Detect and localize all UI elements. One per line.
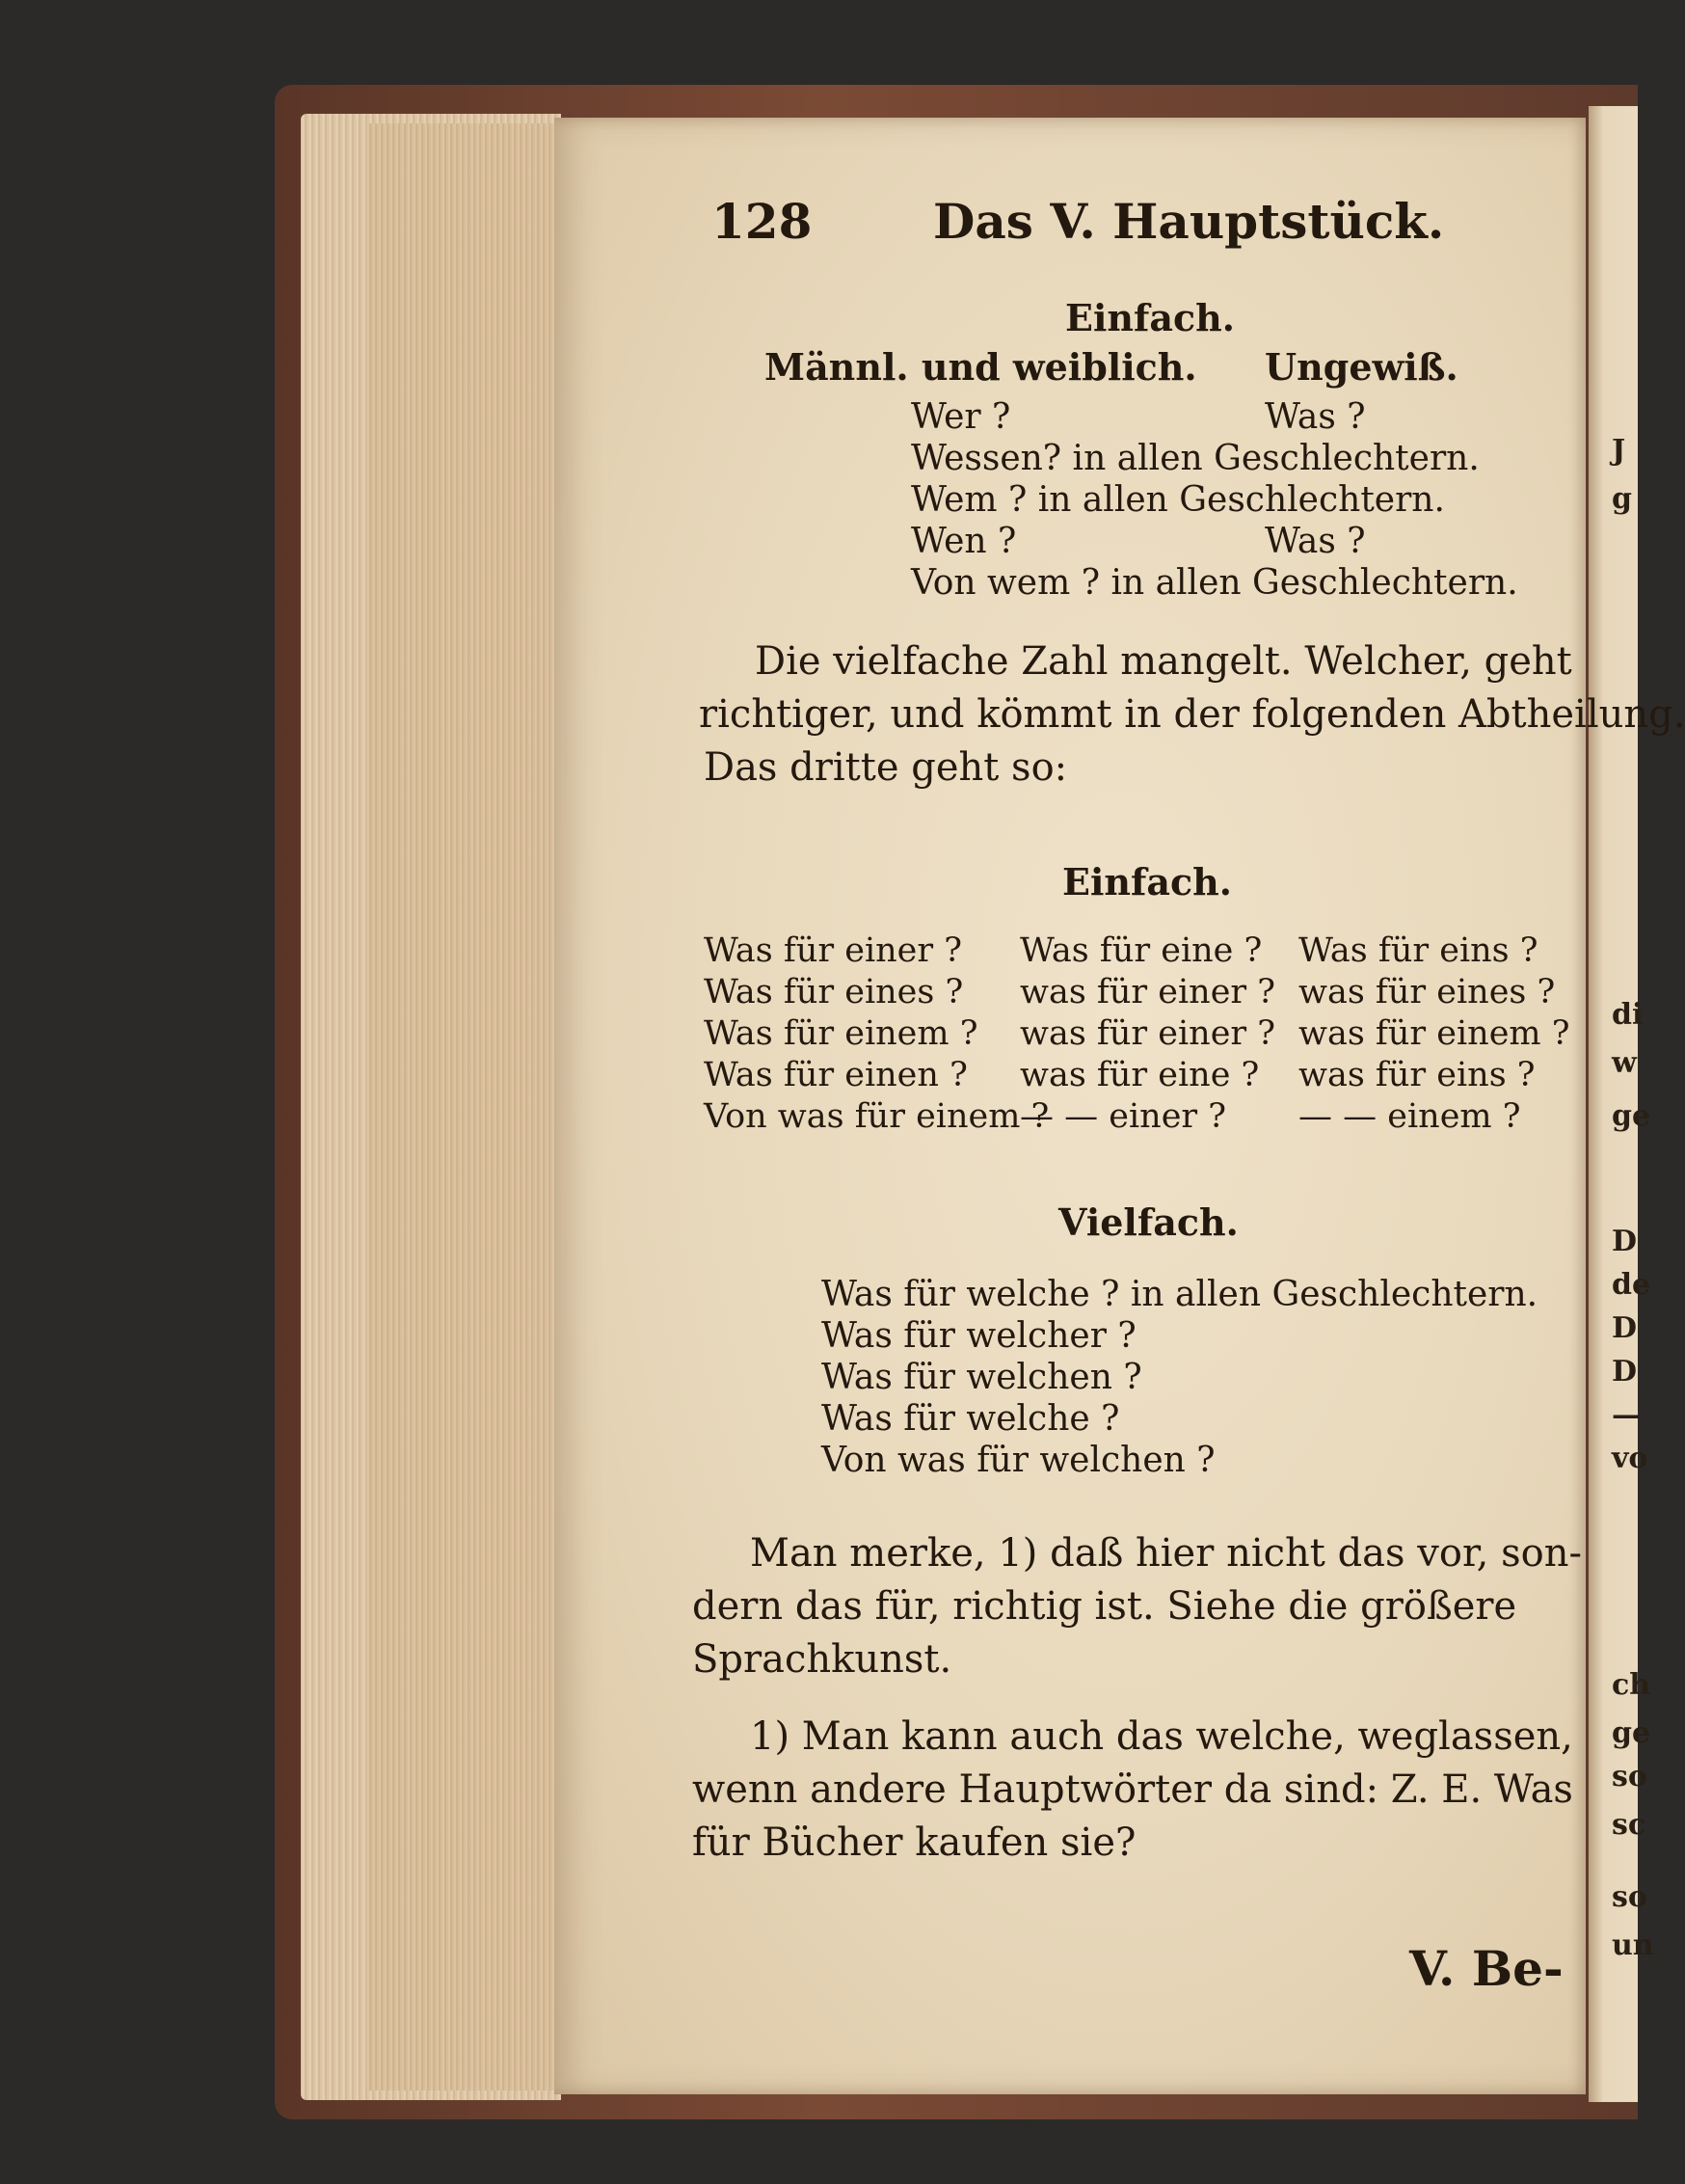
facing-page-edge	[1589, 106, 1654, 2102]
page-number: 128	[711, 193, 813, 250]
list-item: Was für welche ?	[821, 1399, 1120, 1439]
facing-page-fragment: sc	[1612, 1808, 1646, 1842]
table-cell: Was für eine ?	[1020, 931, 1263, 970]
table-cell: was für eines ?	[1298, 973, 1556, 1011]
list-item: Was für welcher ?	[821, 1316, 1137, 1356]
facing-page-fragment: —	[1612, 1398, 1641, 1432]
table-cell: Wem ? in allen Geschlechtern.	[911, 480, 1445, 520]
running-title: Das V. Hauptstück.	[933, 193, 1445, 250]
facing-page-fragment: de	[1612, 1268, 1651, 1302]
section-heading: Vielfach.	[1058, 1200, 1239, 1244]
table-cell: Was ?	[1265, 397, 1366, 437]
table-cell: was für einer ?	[1020, 1014, 1276, 1053]
table-cell: Was für einen ?	[704, 1056, 968, 1094]
footnote-line: 1) Man kann auch das welche, weglassen,	[750, 1714, 1573, 1759]
column-header-neuter: Ungewiß.	[1265, 345, 1458, 389]
facing-page-fragment: ge	[1612, 1716, 1651, 1750]
facing-page-fragment: D	[1612, 1225, 1638, 1258]
table-cell: was für eine ?	[1020, 1056, 1260, 1094]
table-cell: — — einer ?	[1020, 1097, 1227, 1136]
facing-page-fragment: w	[1612, 1046, 1637, 1080]
section-heading: Einfach.	[1062, 860, 1232, 903]
table-cell: was für einer ?	[1020, 973, 1276, 1011]
table-cell: Von was für einem ?	[704, 1097, 1050, 1136]
paragraph-line: richtiger, und kömmt in der folgenden Abtheilung.	[699, 692, 1685, 737]
facing-page-fragment: so	[1612, 1880, 1647, 1914]
facing-page-fragment: J	[1612, 434, 1626, 468]
table-cell: was für einem ?	[1298, 1014, 1570, 1053]
table-cell: Von wem ? in allen Geschlechtern.	[911, 563, 1518, 603]
table-cell: Wer ?	[911, 397, 1011, 437]
paragraph-line: dern das für, richtig ist. Siehe die größere	[692, 1584, 1517, 1629]
facing-page-fragment: di	[1612, 998, 1644, 1032]
paragraph-line: Sprachkunst.	[692, 1637, 952, 1682]
paragraph-line: Das dritte geht so:	[704, 745, 1068, 790]
list-item: Was für welche ? in allen Geschlechtern.	[821, 1275, 1538, 1314]
table-cell: was für eins ?	[1298, 1056, 1536, 1094]
catchword: V. Be-	[1409, 1940, 1564, 1997]
facing-page-fragment: vo	[1612, 1442, 1648, 1475]
facing-page-fragment: ge	[1612, 1099, 1651, 1133]
facing-page-fragment: ch	[1612, 1668, 1651, 1702]
table-cell: Was für einer ?	[704, 931, 963, 970]
facing-page-fragment: D	[1612, 1311, 1638, 1345]
table-cell: Wessen? in allen Geschlechtern.	[911, 439, 1480, 478]
page-edges-inner	[366, 123, 569, 2090]
facing-page-fragment: un	[1612, 1928, 1654, 1962]
list-item: Von was für welchen ?	[821, 1441, 1216, 1480]
facing-page-fragment: g	[1612, 482, 1632, 516]
section-heading: Einfach.	[1065, 296, 1235, 339]
footnote-line: für Bücher kaufen sie?	[692, 1820, 1137, 1865]
footnote-line: wenn andere Hauptwörter da sind: Z. E. Was	[692, 1767, 1573, 1812]
paragraph-line: Die vielfache Zahl mangelt. Welcher, geht	[755, 639, 1572, 684]
table-cell: Was für einem ?	[704, 1014, 978, 1053]
table-cell: Was für eines ?	[704, 973, 964, 1011]
list-item: Was für welchen ?	[821, 1358, 1142, 1397]
facing-page-fragment: D	[1612, 1355, 1638, 1389]
table-cell: Wen ?	[911, 522, 1017, 561]
table-cell: — — einem ?	[1298, 1097, 1521, 1136]
facing-page-fragment: so	[1612, 1760, 1647, 1793]
table-cell: Was für eins ?	[1298, 931, 1538, 970]
column-header-masculine-feminine: Männl. und weiblich.	[764, 345, 1197, 389]
paragraph-line: Man merke, 1) daß hier nicht das vor, son-	[750, 1531, 1582, 1576]
table-cell: Was ?	[1265, 522, 1366, 561]
